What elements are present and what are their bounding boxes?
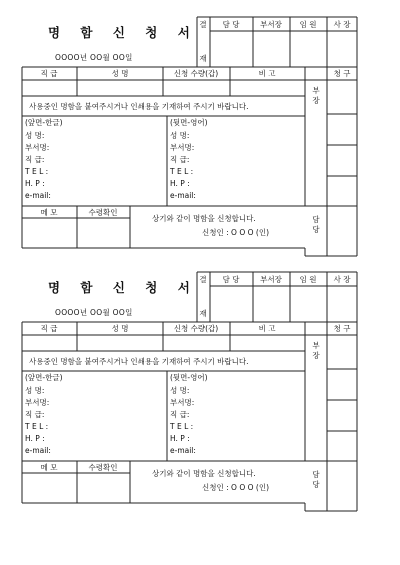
- application-date: OOOO년 OO월 OO일: [55, 308, 133, 317]
- header-quantity: 신청 수량(갑): [173, 324, 219, 333]
- header-request: 청 구: [333, 324, 351, 333]
- front-field-mobile: H. P :: [25, 179, 45, 188]
- receipt-confirm-label: 수령확인: [88, 208, 118, 217]
- front-field-email: e-mail:: [25, 191, 51, 200]
- approval-col-manager: 담 당: [222, 275, 240, 284]
- front-side-title: (앞면-한글): [25, 118, 63, 127]
- approval-col-manager: 담 당: [222, 20, 240, 29]
- staff-label: 담 당: [312, 470, 320, 489]
- header-name: 성 명: [111, 69, 129, 78]
- back-field-mobile: H. P :: [170, 434, 190, 443]
- front-field-rank: 직 급:: [25, 155, 45, 164]
- approval-label-top: 결: [199, 275, 207, 284]
- header-quantity: 신청 수량(갑): [173, 69, 219, 78]
- front-field-rank: 직 급:: [25, 410, 45, 419]
- front-side-title: (앞면-한글): [25, 373, 63, 382]
- approval-label-bottom: 재: [199, 54, 207, 63]
- application-statement: 상기와 같이 명함을 신청합니다.: [152, 469, 256, 478]
- front-field-department: 부서명:: [25, 143, 50, 152]
- front-field-tel: T E L :: [25, 422, 49, 431]
- approval-label-top: 결: [199, 20, 207, 29]
- approval-col-executive: 임 원: [299, 20, 317, 29]
- back-field-rank: 직 급:: [170, 410, 190, 419]
- approval-col-president: 사 장: [333, 275, 351, 284]
- back-field-email: e-mail:: [170, 446, 196, 455]
- header-remarks: 비 고: [258, 69, 276, 78]
- applicant-signature: 신청인 : O O O (인): [202, 228, 269, 237]
- approval-label-bottom: 재: [199, 309, 207, 318]
- application-form: [22, 271, 357, 511]
- header-request: 청 구: [333, 69, 351, 78]
- approval-signature-area[interactable]: [210, 31, 357, 67]
- request-entry-row[interactable]: [22, 80, 305, 96]
- notice-text: 사용중인 명함을 붙여주시거나 인쇄용을 기재하여 주시기 바랍니다.: [29, 102, 249, 111]
- back-field-email: e-mail:: [170, 191, 196, 200]
- back-field-tel: T E L :: [170, 422, 194, 431]
- approval-signature-area[interactable]: [210, 286, 357, 322]
- notice-text: 사용중인 명함을 붙여주시거나 인쇄용을 기재하여 주시기 바랍니다.: [29, 357, 249, 366]
- front-field-email: e-mail:: [25, 446, 51, 455]
- dept-head-label: 부 장: [312, 341, 320, 360]
- request-entry-row[interactable]: [22, 335, 305, 351]
- memo-label: 메 모: [40, 208, 58, 217]
- back-field-department: 부서명:: [170, 143, 195, 152]
- header-remarks: 비 고: [258, 324, 276, 333]
- approval-col-dept-head: 부서장: [260, 20, 282, 29]
- header-rank: 직 급: [40, 324, 58, 333]
- back-field-name: 성 명:: [170, 386, 190, 395]
- back-side-title: (뒷면-영어): [170, 373, 208, 382]
- application-date: OOOO년 OO월 OO일: [55, 53, 133, 62]
- dept-head-label: 부 장: [312, 86, 320, 105]
- receipt-confirm-label: 수령확인: [88, 463, 118, 472]
- form-title: 명 함 신 청 서: [48, 25, 198, 40]
- front-field-name: 성 명:: [25, 131, 45, 140]
- back-field-mobile: H. P :: [170, 179, 190, 188]
- approval-col-president: 사 장: [333, 20, 351, 29]
- back-field-rank: 직 급:: [170, 155, 190, 164]
- form-title: 명 함 신 청 서: [48, 280, 198, 295]
- application-statement: 상기와 같이 명함을 신청합니다.: [152, 214, 256, 223]
- memo-label: 메 모: [40, 463, 58, 472]
- back-field-name: 성 명:: [170, 131, 190, 140]
- front-field-tel: T E L :: [25, 167, 49, 176]
- header-name: 성 명: [111, 324, 129, 333]
- header-rank: 직 급: [40, 69, 58, 78]
- application-form: [22, 16, 357, 256]
- approval-col-dept-head: 부서장: [260, 275, 282, 284]
- approval-col-executive: 임 원: [299, 275, 317, 284]
- back-side-title: (뒷면-영어): [170, 118, 208, 127]
- back-field-tel: T E L :: [170, 167, 194, 176]
- applicant-signature: 신청인 : O O O (인): [202, 483, 269, 492]
- front-field-department: 부서명:: [25, 398, 50, 407]
- front-field-name: 성 명:: [25, 386, 45, 395]
- staff-label: 담 당: [312, 215, 320, 234]
- front-field-mobile: H. P :: [25, 434, 45, 443]
- back-field-department: 부서명:: [170, 398, 195, 407]
